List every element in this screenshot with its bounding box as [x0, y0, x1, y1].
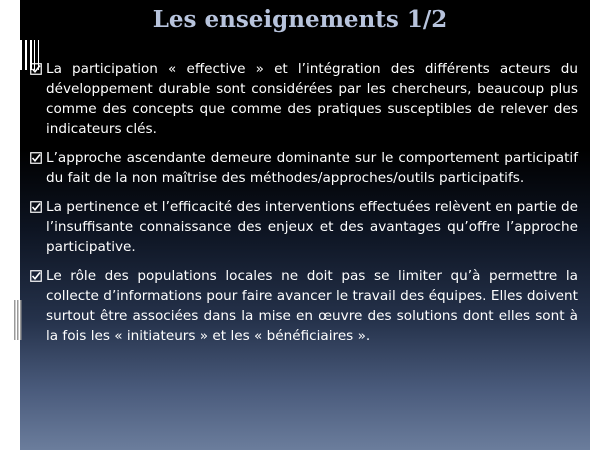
bullet-item — [30, 148, 578, 188]
left-margin — [0, 0, 20, 450]
right-margin — [590, 0, 600, 450]
bullet-list — [30, 59, 578, 355]
checked-box-icon — [30, 63, 42, 75]
bullet-item — [30, 266, 578, 346]
bullet-text: Le rôle des populations locales ne doit pas se limiter qu’à permettre la collecte d’informations pour faire avancer le travail des équipes. Elles doivent surtout être associées dans la mise en œuvre des solutions dont elles sont à la fois les « initiateurs » et les « bénéficiaires ». — [46, 268, 578, 344]
side-lines-decoration-icon — [14, 300, 24, 340]
checked-box-icon — [30, 201, 42, 213]
bullet-text: L’approche ascendante demeure dominante sur le comportement participatif du fait de la non maîtrise des méthodes/approches/outils participatifs. — [46, 150, 578, 186]
bullet-text: La pertinence et l’efficacité des interventions effectuées relèvent en partie de l’insuffisante connaissance des enjeux et des avantages qu’offre l’approche participative. — [46, 199, 578, 255]
bullet-item — [30, 197, 578, 257]
bullet-text: La participation « effective » et l’intégration des différents acteurs du développement durable sont considérées par les chercheurs, beaucoup plus comme des concepts que comme des pratiques susceptibles de relever des indicateurs clés. — [46, 61, 578, 137]
bullet-item — [30, 59, 578, 139]
checked-box-icon — [30, 152, 42, 164]
slide-title: Les enseignements 1/2 — [152, 6, 448, 33]
checked-box-icon — [30, 270, 42, 282]
